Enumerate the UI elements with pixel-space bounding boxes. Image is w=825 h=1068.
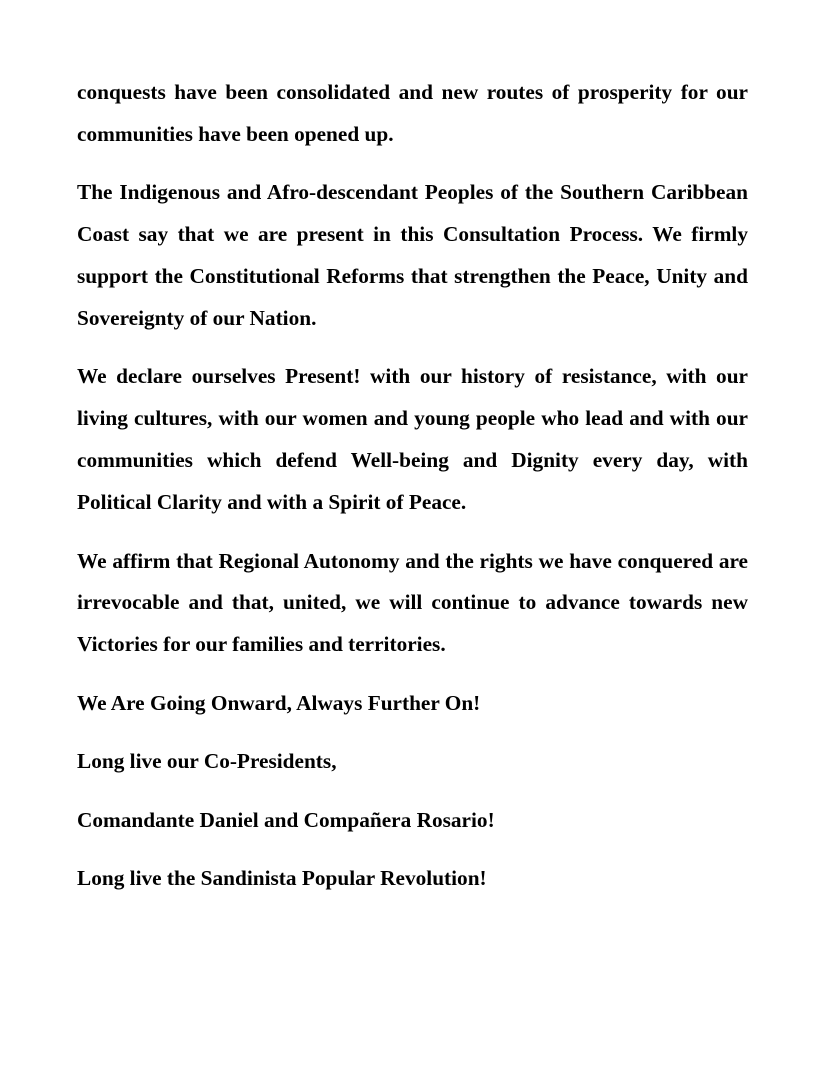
slogan-co-presidents: Long live our Co-Presidents, <box>77 749 337 774</box>
paragraph-declare-present: We declare ourselves Present! with our history of resistance, with our living cultures, with our women and young people who lead and with our communities which defend Well-being and Dignity every day, with Political Clarity and with a Spirit of Peace. <box>77 364 748 515</box>
paragraph-conquests: conquests have been consolidated and new routes of prosperity for our communities have been opened up. <box>77 80 748 146</box>
paragraph-indigenous-peoples: The Indigenous and Afro-descendant Peoples of the Southern Caribbean Coast say that we are present in this Consultation Process. We firmly support the Constitutional Reforms that strengthen the Peace, Unity and Sovereignty of our Nation. <box>77 180 748 331</box>
slogan-sandinista-revolution: Long live the Sandinista Popular Revolution! <box>77 866 487 890</box>
slogan-going-onward: We Are Going Onward, Always Further On! <box>77 690 481 715</box>
slogan-comandante-daniel: Comandante Daniel and Compañera Rosario! <box>77 807 495 832</box>
document-body <box>77 72 748 916</box>
paragraph-regional-autonomy: We affirm that Regional Autonomy and the rights we have conquered are irrevocable and that, united, we will continue to advance towards new Victories for our families and territories. <box>77 548 748 657</box>
